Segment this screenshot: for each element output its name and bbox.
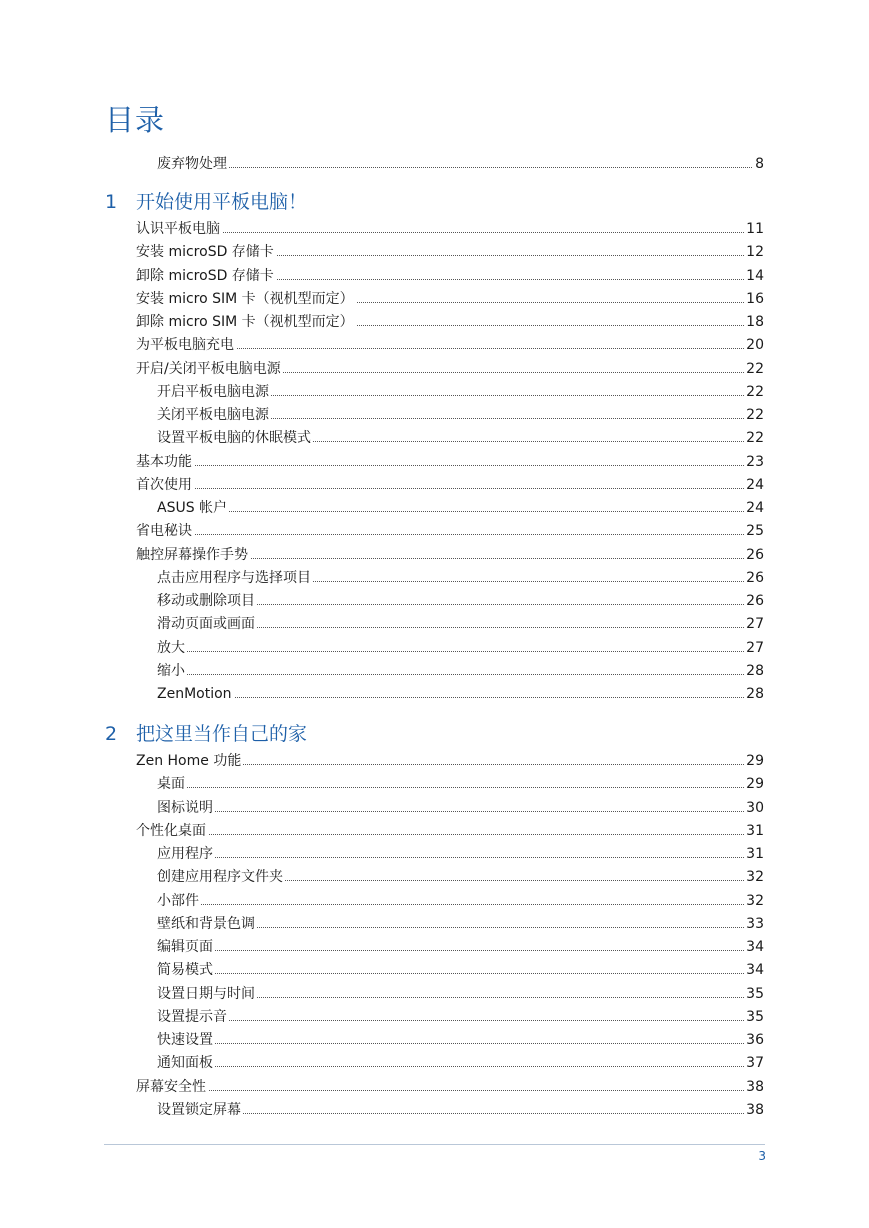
toc-entry-page: 26: [746, 546, 764, 563]
dot-leader: [157, 811, 764, 812]
toc-subentry[interactable]: [0, 844, 869, 864]
toc-entry-page: 28: [746, 662, 764, 679]
toc-subentry[interactable]: [0, 591, 869, 611]
toc-entry[interactable]: [0, 452, 869, 472]
toc-subentry[interactable]: [0, 867, 869, 887]
toc-subentry[interactable]: [0, 661, 869, 681]
toc-entry-page: 14: [746, 267, 764, 284]
toc-subentry[interactable]: [0, 891, 869, 911]
toc-entry[interactable]: [0, 219, 869, 239]
toc-entry-page: 23: [746, 453, 764, 470]
toc-subentry[interactable]: [0, 1053, 869, 1073]
dot-leader: [157, 973, 764, 974]
toc-subentry[interactable]: [0, 568, 869, 588]
dot-leader: [157, 1066, 764, 1067]
toc-subentry[interactable]: [0, 614, 869, 634]
toc-entry-label: 应用程序: [157, 846, 213, 862]
toc-entry-page: 27: [746, 616, 764, 633]
toc-entry[interactable]: [0, 242, 869, 262]
toc-entry-label: 快速设置: [157, 1032, 213, 1048]
toc-subentry[interactable]: [0, 774, 869, 794]
dot-leader: [157, 787, 764, 788]
toc-entry-label: 屏幕安全性: [136, 1078, 206, 1095]
toc-subentry[interactable]: [0, 798, 869, 818]
dot-leader: [157, 674, 764, 675]
toc-entry-page: 37: [746, 1055, 764, 1072]
toc-entry-label: 点击应用程序与选择项目: [157, 569, 311, 586]
toc-entry-page: 38: [746, 1101, 764, 1118]
footer-divider: [104, 1144, 765, 1145]
toc-entry-page: 38: [746, 1078, 764, 1095]
dot-leader: [157, 1020, 764, 1021]
toc-entry-label: 卸除 micro SIM 卡（视机型而定）: [136, 314, 354, 330]
toc-subentry[interactable]: [0, 684, 869, 704]
dot-leader: [157, 950, 764, 951]
toc-entry[interactable]: [0, 521, 869, 541]
toc-entry[interactable]: [0, 312, 869, 332]
dot-leader: [157, 697, 764, 698]
chapter-heading[interactable]: [0, 720, 869, 748]
toc-subentry[interactable]: [0, 154, 869, 174]
toc-entry[interactable]: [0, 359, 869, 379]
toc-entry-page: 35: [746, 1008, 764, 1025]
toc-entry-label: 省电秘诀: [136, 523, 192, 540]
toc-entry-label: 设置提示音: [157, 1008, 227, 1025]
toc-entry-label: 设置日期与时间: [157, 985, 255, 1002]
toc-entry-label: 安装 microSD 存储卡: [136, 244, 274, 261]
dot-leader: [136, 534, 764, 535]
toc-entry-page: 22: [746, 383, 764, 400]
toc-entry-page: 30: [746, 799, 764, 816]
toc-entry-label: 卸除 microSD 存储卡: [136, 267, 274, 284]
toc-entry-label: ZenMotion: [157, 686, 232, 702]
toc-entry-label: 壁纸和背景色调: [157, 915, 255, 932]
toc-entry-label: 设置平板电脑的休眠模式: [157, 430, 311, 447]
toc-entry-label: 编辑页面: [157, 939, 213, 955]
chapter-number: 2: [105, 723, 118, 745]
toc-entry-label: 简易模式: [157, 962, 213, 979]
toc-entry-page: 26: [746, 569, 764, 586]
toc-entry-page: 32: [746, 869, 764, 886]
dot-leader: [157, 857, 764, 858]
toc-entry-label: 图标说明: [157, 799, 213, 816]
toc-entry-page: 22: [746, 430, 764, 447]
toc-entry-page: 32: [746, 892, 764, 909]
toc-entry-page: 18: [746, 314, 764, 330]
toc-entry-label: 开启/关闭平板电脑电源: [136, 360, 281, 377]
dot-leader: [157, 904, 764, 905]
toc-entry-page: 29: [746, 753, 764, 769]
toc-entry-label: 桌面: [157, 776, 185, 793]
toc-entry-label: 开启平板电脑电源: [157, 383, 269, 400]
toc-entry[interactable]: [0, 475, 869, 495]
toc-entry-label: 首次使用: [136, 476, 192, 493]
toc-entry[interactable]: [0, 266, 869, 286]
toc-subentry[interactable]: [0, 984, 869, 1004]
toc-entry-page: 31: [746, 846, 764, 862]
chapter-title: 把这里当作自己的家: [136, 723, 308, 745]
dot-leader: [157, 651, 764, 652]
toc-entry-page: 34: [746, 939, 764, 955]
toc-entry-page: 27: [746, 639, 764, 656]
page-title: 目录: [105, 103, 166, 137]
toc-entry-label: 设置锁定屏幕: [157, 1101, 241, 1118]
toc-entry-page: 28: [746, 686, 764, 702]
toc-entry-label: 废弃物处理: [157, 156, 227, 172]
toc-entry-page: 22: [746, 360, 764, 377]
toc-entry-label: 认识平板电脑: [136, 221, 220, 237]
dot-leader: [136, 834, 764, 835]
toc-entry-page: 29: [746, 776, 764, 793]
toc-entry-page: 12: [746, 244, 764, 261]
toc-entry-label: ASUS 帐户: [157, 500, 228, 516]
toc-entry-page: 31: [746, 822, 764, 839]
toc-entry[interactable]: [0, 821, 869, 841]
dot-leader: [157, 1113, 764, 1114]
toc-entry-page: 22: [746, 407, 764, 423]
toc-entry-page: 20: [746, 337, 764, 354]
toc-entry[interactable]: [0, 751, 869, 771]
toc-subentry[interactable]: [0, 1030, 869, 1050]
toc-entry-label: 通知面板: [157, 1055, 213, 1072]
toc-subentry[interactable]: [0, 405, 869, 425]
toc-subentry[interactable]: [0, 1100, 869, 1120]
toc-entry[interactable]: [0, 335, 869, 355]
toc-entry-label: 小部件: [157, 892, 199, 909]
toc-subentry[interactable]: [0, 638, 869, 658]
toc-subentry[interactable]: [0, 960, 869, 980]
toc-entry-page: 11: [746, 221, 764, 237]
chapter-heading[interactable]: [0, 188, 869, 216]
toc-entry[interactable]: [0, 1077, 869, 1097]
toc-entry-page: 8: [755, 156, 764, 172]
toc-subentry[interactable]: [0, 914, 869, 934]
toc-entry-label: 滑动页面或画面: [157, 616, 255, 633]
toc-entry-label: 放大: [157, 639, 185, 656]
toc-entry-page: 16: [746, 290, 764, 307]
toc-entry-label: 移动或删除项目: [157, 593, 255, 609]
dot-leader: [157, 1043, 764, 1044]
toc-entry[interactable]: [0, 289, 869, 309]
toc-entry-page: 24: [746, 476, 764, 493]
toc-entry-page: 25: [746, 523, 764, 540]
toc-entry-label: 安装 micro SIM 卡（视机型而定）: [136, 290, 354, 307]
toc-entry-label: 为平板电脑充电: [136, 337, 234, 354]
toc-subentry[interactable]: [0, 428, 869, 448]
toc-entry[interactable]: [0, 545, 869, 565]
chapter-title: 开始使用平板电脑！: [136, 191, 308, 213]
dot-leader: [157, 511, 764, 512]
toc-entry-label: 关闭平板电脑电源: [157, 407, 269, 423]
toc-entry-label: 缩小: [157, 662, 185, 679]
dot-leader: [136, 488, 764, 489]
toc-entry-page: 35: [746, 985, 764, 1002]
toc-entry-label: 创建应用程序文件夹: [157, 869, 283, 886]
toc-entry-label: 个性化桌面: [136, 822, 206, 839]
toc-subentry[interactable]: [0, 1007, 869, 1027]
chapter-number: 1: [105, 191, 118, 213]
page-number: 3: [758, 1149, 766, 1163]
toc-subentry[interactable]: [0, 382, 869, 402]
toc-subentry[interactable]: [0, 937, 869, 957]
toc-entry-label: Zen Home 功能: [136, 753, 242, 769]
toc-entry-label: 基本功能: [136, 453, 192, 470]
dot-leader: [136, 232, 764, 233]
toc-entry-page: 33: [746, 915, 764, 932]
dot-leader: [136, 465, 764, 466]
toc-entry-page: 24: [746, 500, 764, 516]
dot-leader: [136, 1090, 764, 1091]
toc-entry-page: 36: [746, 1032, 764, 1048]
toc-entry-page: 34: [746, 962, 764, 979]
toc-subentry[interactable]: [0, 498, 869, 518]
dot-leader: [157, 167, 764, 168]
toc-entry-label: 触控屏幕操作手势: [136, 546, 248, 563]
toc-entry-page: 26: [746, 593, 764, 609]
